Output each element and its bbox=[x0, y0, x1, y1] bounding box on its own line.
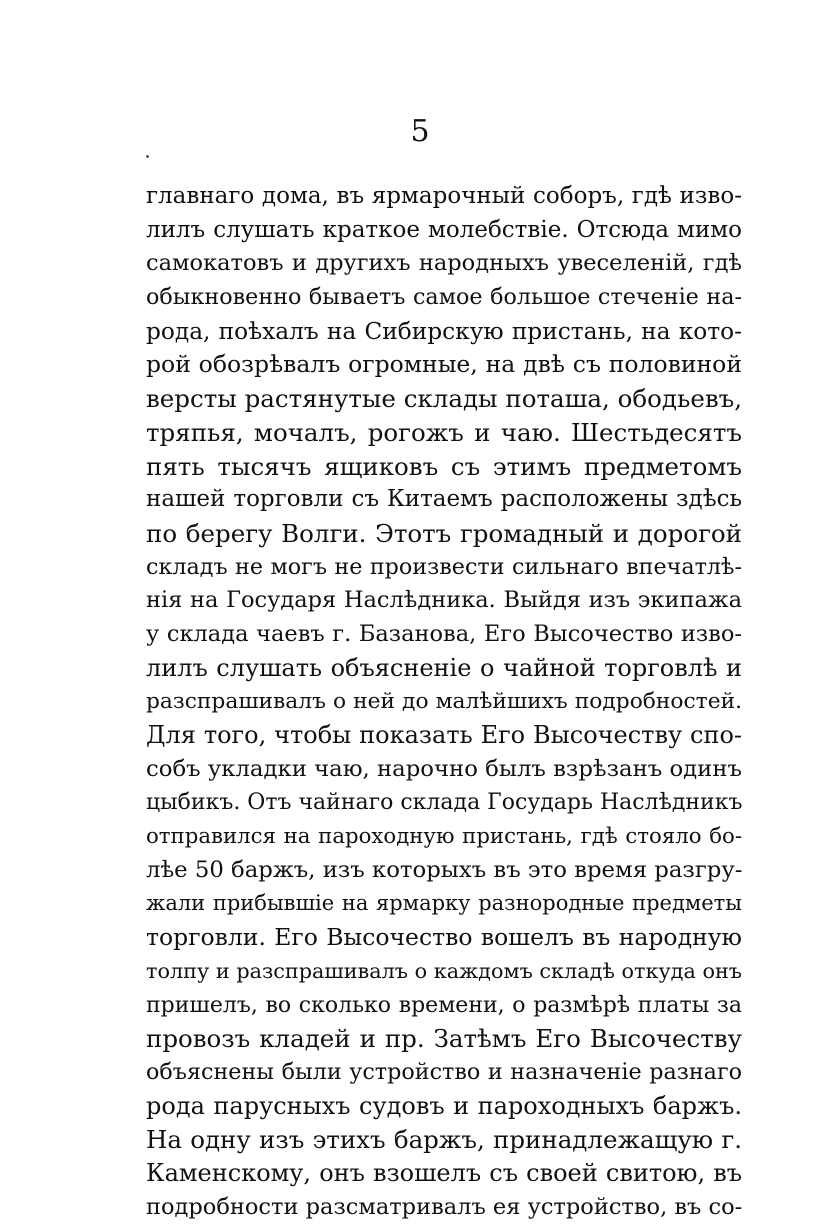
text-line: цыбикъ. Отъ чайнаго склада Государь Наслѣдникъ bbox=[146, 790, 742, 816]
text-line: объяснены были устройство и назначеніе разнаго bbox=[146, 1058, 742, 1085]
text-line: отправился на пароходную пристань, гдѣ стояло бо- bbox=[146, 824, 742, 850]
text-line: нія на Государя Наслѣдника. Выйдя изъ экипажа bbox=[146, 587, 742, 614]
text-line: провозъ кладей и пр. Затѣмъ Его Высочеству bbox=[146, 1024, 742, 1054]
text-line: тряпья, мочалъ, рогожъ и чаю. Шестьдесятъ bbox=[146, 417, 742, 447]
text-line: рой обозрѣвалъ огромные, на двѣ съ половиной bbox=[146, 350, 742, 379]
text-line: толпу и разспрашивалъ о каждомъ складѣ откуда онъ bbox=[146, 958, 742, 983]
text-line: нашей торговли съ Китаемъ расположены здѣсь bbox=[146, 486, 742, 513]
text-line: торговли. Его Высочество вошелъ въ народную bbox=[146, 923, 742, 952]
text-line: у склада чаевъ г. Базанова, Его Высочество изво- bbox=[146, 620, 742, 647]
text-line: На одну изъ этихъ баржъ, принадлежащую г. bbox=[146, 1125, 742, 1155]
text-line: пять тысячъ ящиковъ съ этимъ предметомъ bbox=[146, 451, 742, 481]
text-line: складъ не могъ не произвести сильнаго впечатлѣ- bbox=[146, 553, 742, 580]
text-line: главнаго дома, въ ярмарочный соборъ, гдѣ изво- bbox=[146, 183, 742, 209]
text-line: лилъ слушать краткое молебствіе. Отсюда мимо bbox=[146, 216, 742, 243]
text-line: пришелъ, во сколько времени, о размѣрѣ платы за bbox=[146, 992, 742, 1018]
text-line: собъ укладки чаю, нарочно былъ взрѣзанъ одинъ bbox=[146, 755, 742, 782]
text-line: лѣе 50 баржъ, изъ которыхъ въ это время разгру- bbox=[146, 856, 742, 883]
text-line: рода парусныхъ судовъ и пароходныхъ баржъ. bbox=[146, 1091, 742, 1120]
text-line: Для того, чтобы показать Его Высочеству спо- bbox=[146, 721, 742, 749]
text-line: лилъ слушать объясненіе о чайной торговлѣ и bbox=[146, 653, 742, 682]
text-line: версты растянутые склады поташа, ободьевъ, bbox=[146, 384, 742, 414]
text-line: подробности разсматривалъ ея устройство, въ со- bbox=[146, 1193, 742, 1220]
page-number: 5 bbox=[410, 114, 430, 149]
body-text bbox=[146, 180, 742, 1224]
text-line: жали прибывшіе на ярмарку разнородные предметы bbox=[146, 891, 742, 916]
text-line: Каменскому, онъ взошелъ съ своей свитою, въ bbox=[146, 1158, 742, 1187]
text-line: обыкновенно бываетъ самое большое стеченіе на- bbox=[146, 284, 742, 311]
text-line: самокатовъ и другихъ народныхъ увеселеній, гдѣ bbox=[146, 250, 742, 277]
text-line: разспрашивалъ о ней до малѣйшихъ подробностей. bbox=[146, 689, 742, 715]
print-speck bbox=[146, 155, 149, 158]
text-line: по берегу Волги. Этотъ громадный и дорогой bbox=[146, 518, 742, 548]
text-line: рода, поѣхалъ на Сибирскую пристань, на кото- bbox=[146, 317, 742, 345]
